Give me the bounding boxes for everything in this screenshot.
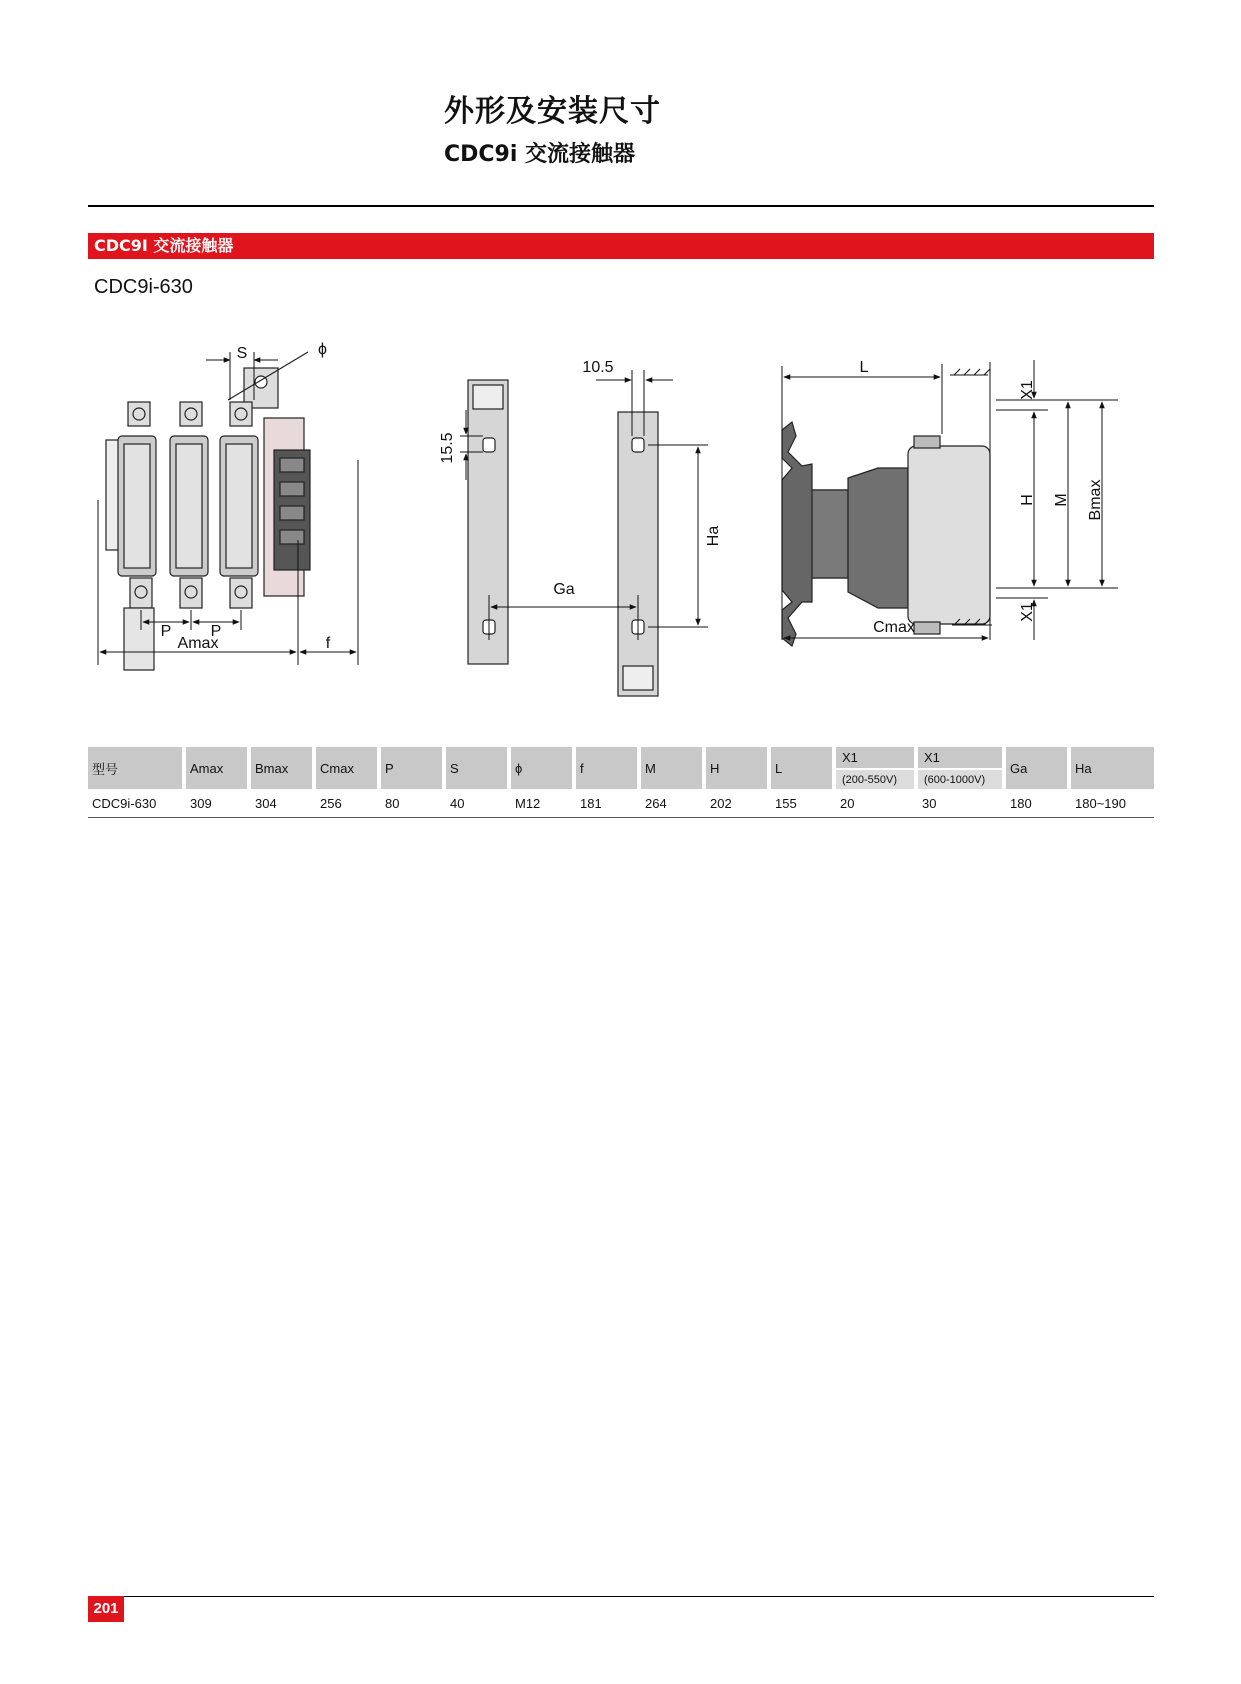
side-view: [782, 422, 990, 646]
col-f: f: [576, 747, 641, 789]
dimension-drawing: [88, 340, 1154, 720]
label-s: S: [236, 345, 248, 362]
spec-table: [88, 747, 1154, 818]
col-x1-high-label: X1: [924, 750, 940, 765]
col-cmax: Cmax: [316, 747, 381, 789]
page-number: 201: [88, 1596, 124, 1622]
page-title: 外形及安装尺寸: [444, 94, 661, 129]
col-h: H: [706, 747, 771, 789]
mounting-plates: [468, 380, 658, 696]
label-10-5: 10.5: [582, 359, 614, 376]
label-15-5: 15.5: [439, 432, 456, 464]
cell-m: 264: [641, 789, 706, 818]
col-x1-low-label: X1: [842, 750, 858, 765]
cell-ga: 180: [1006, 789, 1071, 818]
model-heading: CDC9i-630: [94, 276, 193, 298]
cell-x1-high: 30: [918, 789, 1006, 818]
col-x1-high: [918, 747, 1006, 789]
col-ha: Ha: [1071, 747, 1154, 789]
footer-divider: [88, 1596, 1154, 1597]
col-s: S: [446, 747, 511, 789]
page-subtitle: CDC9i 交流接触器: [444, 142, 636, 167]
label-x1-bottom: X1: [1019, 602, 1036, 622]
dimension-drawing-svg: [88, 340, 1154, 720]
label-x1-top: X1: [1019, 380, 1036, 400]
col-phi: ϕ: [511, 747, 576, 789]
col-model: 型号: [88, 747, 186, 789]
cell-f: 181: [576, 789, 641, 818]
label-ha: Ha: [705, 525, 722, 547]
label-ga: Ga: [553, 581, 575, 598]
header-divider: [88, 205, 1154, 207]
label-h: H: [1019, 494, 1036, 506]
col-x1-low-range: (200-550V): [836, 768, 914, 789]
label-amax: Amax: [177, 635, 219, 652]
cell-phi: M12: [511, 789, 576, 818]
cell-bmax: 304: [251, 789, 316, 818]
label-f: f: [325, 635, 331, 652]
label-p-1: P: [160, 623, 172, 640]
col-l: L: [771, 747, 836, 789]
col-m: M: [641, 747, 706, 789]
col-ga: Ga: [1006, 747, 1071, 789]
cell-l: 155: [771, 789, 836, 818]
cell-s: 40: [446, 789, 511, 818]
label-phi: ϕ: [318, 341, 327, 358]
section-bar: CDC9I 交流接触器: [88, 233, 1154, 259]
col-x1-low: [836, 747, 918, 789]
label-l: L: [859, 359, 869, 376]
cell-amax: 309: [186, 789, 251, 818]
col-x1-high-range: (600-1000V): [918, 768, 1002, 789]
label-bmax: Bmax: [1087, 479, 1104, 521]
label-p-2: P: [210, 623, 222, 640]
cell-h: 202: [706, 789, 771, 818]
label-cmax: Cmax: [873, 619, 915, 636]
cell-cmax: 256: [316, 789, 381, 818]
label-m: M: [1053, 493, 1070, 507]
cell-model: CDC9i-630: [88, 789, 186, 818]
cell-p: 80: [381, 789, 446, 818]
col-amax: Amax: [186, 747, 251, 789]
table-row: [88, 789, 1154, 818]
col-p: P: [381, 747, 446, 789]
cell-ha: 180~190: [1071, 789, 1154, 818]
cell-x1-low: 20: [836, 789, 918, 818]
col-bmax: Bmax: [251, 747, 316, 789]
spec-table-header-row: [88, 747, 1154, 789]
